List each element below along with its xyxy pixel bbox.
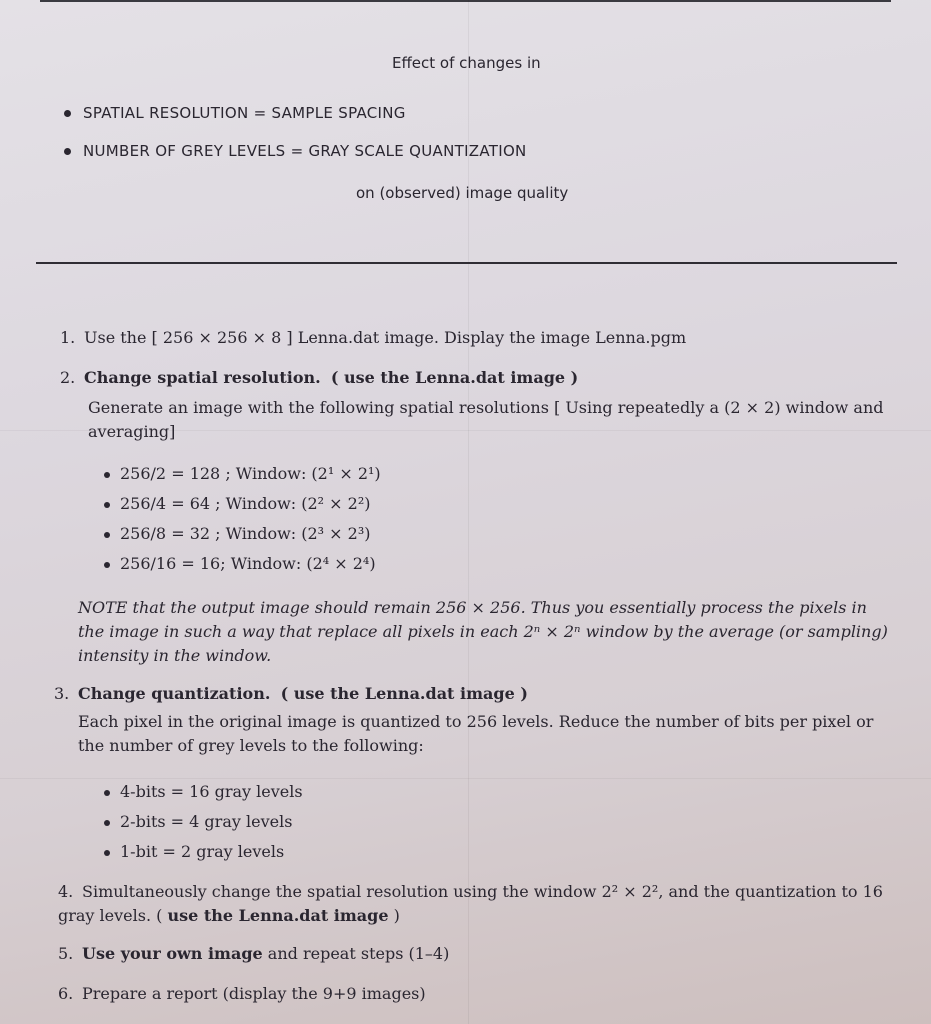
bullet-dot (64, 110, 71, 117)
header-bullet-grey-levels (64, 142, 527, 160)
resolution-text: 256/16 = 16; Window: (2⁴ × 2⁴) (120, 554, 376, 573)
step-number: 3. (54, 684, 70, 703)
step-1 (60, 326, 900, 350)
resolution-item (104, 494, 371, 513)
header-bullet-text: NUMBER OF GREY LEVELS = GRAY SCALE QUANTIZATION (83, 142, 527, 160)
page-subtitle: on (observed) image quality (356, 184, 569, 202)
resolution-text: 256/2 = 128 ; Window: (2¹ × 2¹) (120, 464, 381, 483)
step-number: 4. (58, 882, 74, 901)
step-source-note: use the Lenna.dat image (167, 906, 389, 925)
step-source-note: ( use the Lenna.dat image ) (280, 684, 528, 703)
bullet-dot (104, 790, 110, 796)
step-source-note: ( use the Lenna.dat image ) (330, 368, 579, 387)
step-2-note: NOTE that the output image should remain 256 × 256. Thus you essentially process the pixels in the image in such a way that replace all pixels in each 2ⁿ × 2ⁿ window by the average (or sampling) intensity in the window. (78, 598, 888, 665)
step-number: 5. (58, 944, 74, 963)
resolution-item (104, 554, 376, 573)
step-3-heading (54, 682, 894, 706)
quantization-text: 2-bits = 4 gray levels (120, 812, 293, 831)
step-text: Simultaneously change the spatial resolution using the window 2² × 2², and the quantization to 16 gray levels. ( (58, 882, 883, 925)
resolution-text: 256/8 = 32 ; Window: (2³ × 2³) (120, 524, 371, 543)
quantization-item (104, 842, 284, 861)
step-number: 1. (60, 328, 76, 347)
quantization-text: 4-bits = 16 gray levels (120, 782, 303, 801)
paper-fold-horizontal-lower (0, 778, 931, 779)
step-number: 6. (58, 984, 74, 1003)
header-bullet-text: SPATIAL RESOLUTION = SAMPLE SPACING (83, 104, 406, 122)
divider-rule (36, 262, 897, 264)
step-text: Prepare a report (display the 9+9 images) (82, 984, 426, 1003)
resolution-text: 256/4 = 64 ; Window: (2² × 2²) (120, 494, 371, 513)
quantization-item (104, 812, 292, 831)
bullet-dot (64, 148, 71, 155)
step-2-heading (60, 366, 900, 390)
step-text: and repeat steps (1–4) (267, 944, 450, 963)
quantization-item (104, 782, 303, 801)
step-bold-text: Use your own image (82, 944, 263, 963)
step-2-description: Generate an image with the following spatial resolutions [ Using repeatedly a (2 × 2) window and averaging] (88, 398, 884, 441)
step-4 (58, 880, 898, 928)
bullet-dot (104, 532, 110, 538)
resolution-item (104, 464, 381, 483)
bullet-dot (104, 472, 110, 478)
step-number: 2. (60, 368, 76, 387)
bullet-dot (104, 850, 110, 856)
page-title: Effect of changes in (392, 54, 541, 72)
bullet-dot (104, 562, 110, 568)
bullet-dot (104, 820, 110, 826)
step-title: Change spatial resolution. (84, 368, 321, 387)
step-title: Change quantization. (78, 684, 271, 703)
bullet-dot (104, 502, 110, 508)
step-5 (58, 942, 898, 966)
resolution-item (104, 524, 371, 543)
quantization-text: 1-bit = 2 gray levels (120, 842, 285, 861)
header-bullet-spatial (64, 104, 406, 122)
top-border-line (40, 0, 891, 2)
step-text: Use the [ 256 × 256 × 8 ] Lenna.dat image. Display the image Lenna.pgm (84, 328, 687, 347)
step-3-description: Each pixel in the original image is quantized to 256 levels. Reduce the number of bits per pixel or the number of grey levels to the following: (78, 712, 874, 755)
step-text-end: ) (393, 906, 400, 925)
step-6 (58, 982, 898, 1006)
